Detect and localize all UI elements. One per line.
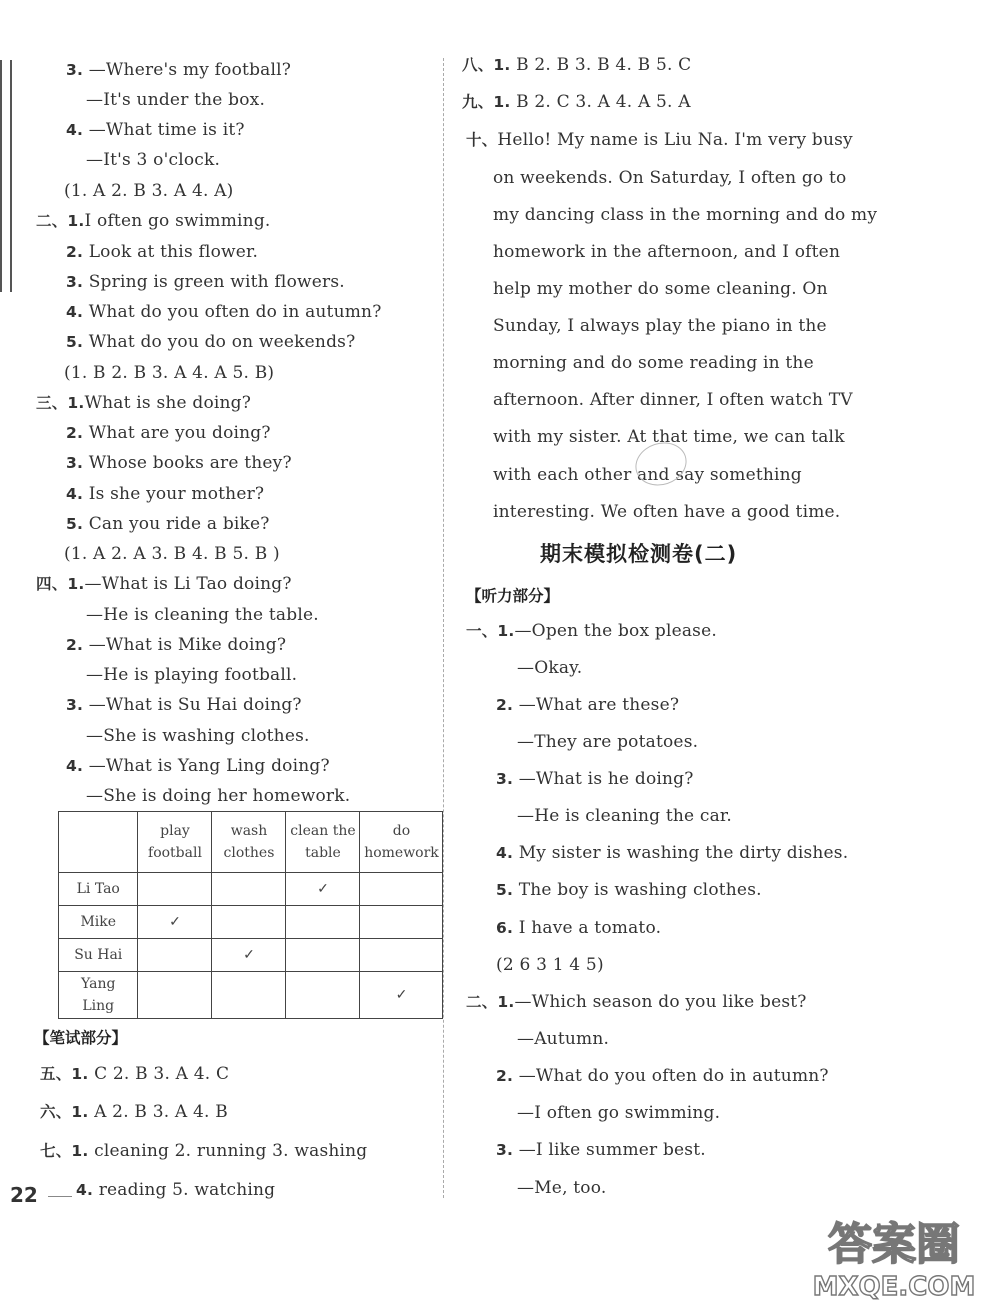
passage-line: interesting. We often have a good time. <box>493 502 841 522</box>
answer-line: 二、1.I often go swimming. <box>36 211 271 231</box>
check-cell <box>360 939 443 972</box>
answer-line: (1. A 2. A 3. B 4. B 5. B ) <box>64 544 280 564</box>
answer-line: 九、1. B 2. C 3. A 4. A 5. A <box>462 92 691 112</box>
table-row <box>59 972 443 1019</box>
answer-line: 3. —What is he doing? <box>496 769 694 789</box>
check-cell <box>360 906 443 939</box>
answer-line: 3. Whose books are they? <box>66 453 292 473</box>
passage-line: on weekends. On Saturday, I often go to <box>493 168 847 188</box>
table-corner-cell <box>59 812 138 873</box>
table-header-cell: do homework <box>360 812 443 873</box>
table-header-row <box>59 812 443 873</box>
answer-line: 4. —What time is it? <box>66 120 245 140</box>
answer-line: 6. I have a tomato. <box>496 918 662 938</box>
check-cell <box>138 939 212 972</box>
answer-line: 5. What do you do on weekends? <box>66 332 356 352</box>
answer-line: —I often go swimming. <box>517 1103 721 1123</box>
answer-line: 2. Look at this flower. <box>66 242 259 262</box>
answer-line: —Okay. <box>517 658 583 678</box>
check-cell <box>212 873 286 906</box>
page-title: 期末模拟检测卷(二) <box>540 542 738 566</box>
row-label: Li Tao <box>59 873 138 906</box>
section-heading-listening: 【听力部分】 <box>466 587 560 605</box>
answer-line: 三、1.What is she doing? <box>36 393 252 413</box>
table-row <box>59 906 443 939</box>
check-cell <box>212 906 286 939</box>
answer-line: (1. A 2. B 3. A 4. A) <box>64 181 234 201</box>
answer-line: 3. Spring is green with flowers. <box>66 272 345 292</box>
table-header-cell: wash clothes <box>212 812 286 873</box>
check-cell <box>360 873 443 906</box>
answer-line: 4. What do you often do in autumn? <box>66 302 382 322</box>
page-number: 22 <box>10 1183 38 1207</box>
check-cell: ✓ <box>212 939 286 972</box>
check-cell: ✓ <box>360 972 443 1019</box>
passage-line: afternoon. After dinner, I often watch TV <box>493 390 853 410</box>
answer-line: 2. —What are these? <box>496 695 680 715</box>
check-cell <box>286 939 360 972</box>
margin-rule <box>10 60 12 292</box>
passage-line: homework in the afternoon, and I often <box>493 242 841 262</box>
column-divider <box>443 58 444 1198</box>
answer-line: (1. B 2. B 3. A 4. A 5. B) <box>64 363 275 383</box>
table-header-cell: clean the table <box>286 812 360 873</box>
answer-line: 2. —What do you often do in autumn? <box>496 1066 829 1086</box>
answer-line: 4. Is she your mother? <box>66 484 265 504</box>
answer-line: —Me, too. <box>517 1178 607 1198</box>
answer-line: 2. —What is Mike doing? <box>66 635 287 655</box>
passage-line: with my sister. At that time, we can talk <box>493 427 845 447</box>
passage-line: with each other and say something <box>493 465 802 485</box>
answer-line: 5. Can you ride a bike? <box>66 514 270 534</box>
answer-line: 四、1.—What is Li Tao doing? <box>36 574 292 594</box>
passage-line: my dancing class in the morning and do my <box>493 205 878 225</box>
answer-line: —He is playing football. <box>86 665 298 685</box>
answer-line: 5. The boy is washing clothes. <box>496 880 762 900</box>
answer-line: 十、Hello! My name is Liu Na. I'm very busy <box>466 130 853 150</box>
margin-rule <box>0 60 2 292</box>
answer-line: —They are potatoes. <box>517 732 699 752</box>
row-label: Yang Ling <box>59 972 138 1019</box>
answer-line: 七、1. cleaning 2. running 3. washing <box>40 1141 368 1161</box>
check-cell <box>212 972 286 1019</box>
answer-line: 五、1. C 2. B 3. A 4. C <box>40 1064 230 1084</box>
passage-line: Sunday, I always play the piano in the <box>493 316 827 336</box>
check-cell <box>286 972 360 1019</box>
row-label: Su Hai <box>59 939 138 972</box>
answer-line: —She is washing clothes. <box>86 726 310 746</box>
table-header-cell: play football <box>138 812 212 873</box>
answer-line: —She is doing her homework. <box>86 786 351 806</box>
answer-line: 八、1. B 2. B 3. B 4. B 5. C <box>462 55 692 75</box>
answer-line: 3. —What is Su Hai doing? <box>66 695 302 715</box>
watermark-url: MXQE.COM <box>812 1272 976 1302</box>
answer-line: 3. —Where's my football? <box>66 60 292 80</box>
answer-line: 4. reading 5. watching <box>76 1180 276 1200</box>
activity-table <box>58 811 443 1019</box>
answer-line: —He is cleaning the table. <box>86 605 319 625</box>
answer-line: —It's 3 o'clock. <box>86 150 221 170</box>
check-cell: ✓ <box>286 873 360 906</box>
answer-line: 4. My sister is washing the dirty dishes. <box>496 843 849 863</box>
page-number-rule <box>48 1196 72 1197</box>
answer-line: 2. What are you doing? <box>66 423 271 443</box>
check-cell <box>138 873 212 906</box>
check-cell <box>286 906 360 939</box>
answer-line: 二、1.—Which season do you like best? <box>466 992 807 1012</box>
answer-line: —He is cleaning the car. <box>517 806 732 826</box>
answer-line: 3. —I like summer best. <box>496 1140 706 1160</box>
answer-line: 六、1. A 2. B 3. A 4. B <box>40 1102 228 1122</box>
section-heading-written: 【笔试部分】 <box>34 1029 128 1047</box>
check-cell: ✓ <box>138 906 212 939</box>
answer-line: (2 6 3 1 4 5) <box>496 955 604 975</box>
watermark-text: 答案圈 <box>828 1219 960 1270</box>
table-row <box>59 873 443 906</box>
check-cell <box>138 972 212 1019</box>
table-row <box>59 939 443 972</box>
passage-line: help my mother do some cleaning. On <box>493 279 828 299</box>
row-label: Mike <box>59 906 138 939</box>
passage-line: morning and do some reading in the <box>493 353 814 373</box>
watermark-logo <box>794 1207 994 1303</box>
answer-line: —Autumn. <box>517 1029 610 1049</box>
answer-line: 一、1.—Open the box please. <box>466 621 717 641</box>
answer-line: 4. —What is Yang Ling doing? <box>66 756 330 776</box>
answer-line: —It's under the box. <box>86 90 266 110</box>
